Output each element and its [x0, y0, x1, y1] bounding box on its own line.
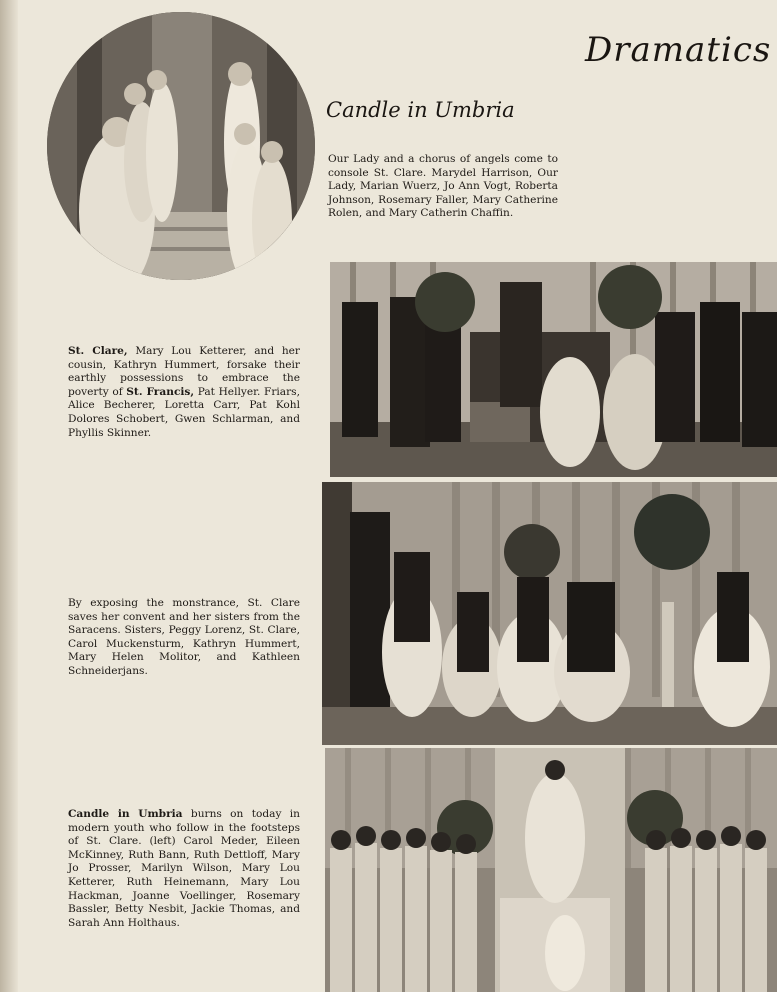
caption-friars-list: Pat Hellyer. Friars, Alice Becherer, Loretta Carr, Pat Kohl Dolores Schobert, Gwen Schlarman, and Phyllis Skinner.	[68, 385, 300, 439]
caption-angels-chorus: Our Lady and a chorus of angels come to console St. Clare. Marydel Harrison, Our Lady, Marian Wuerz, Jo Ann Vogt, Roberta Johnson, Rosemary Faller, Mary Catherine Rolen, and Mary Catherin Chaffin.	[328, 153, 558, 220]
section-title: Dramatics	[585, 30, 772, 70]
caption-st-francis-name: St. Francis,	[126, 385, 195, 398]
caption-play-name: Candle in Umbria	[68, 808, 183, 820]
caption-modern-youth	[68, 808, 300, 930]
play-title: Candle in Umbria	[326, 98, 515, 122]
caption-monstrance: By exposing the monstrance, St. Clare saves her convent and her sisters from the Saracens. Sisters, Peggy Lorenz, St. Clare, Carol Muckensturm, Kathryn Hummert, Mary Helen Molitor, and Kathleen Schneiderjans.	[68, 597, 300, 677]
monstrance-scene-photo	[322, 482, 777, 745]
caption-friars-text: Mary Lou Ketterer, and her cousin, Kathryn Hummert, forsake their earthly possessions to embrace the poverty of	[68, 345, 300, 398]
caption-modern-youth-text: burns on today in modern youth who follow in the footsteps of St. Clare. (left) Carol Meder, Eileen McKinney, Ruth Bann, Ruth Dettloff, Mary Jo Prosser, Marilyn Wilson, Mary Lou Ketterer, Ruth Heinemann, Mary Lou Hackman, Joanne Voellinger, Rosemary Bassler, Betty Nesbit, Jackie Thomas, and Sarah Ann Holthaus.	[68, 808, 300, 929]
caption-friars	[68, 345, 300, 440]
friars-scene-photo	[330, 262, 777, 477]
candle-procession-photo	[325, 748, 777, 992]
caption-st-clare-name: St. Clare,	[68, 345, 128, 357]
angels-chorus-photo	[47, 12, 315, 280]
page-binding-edge	[0, 0, 18, 992]
